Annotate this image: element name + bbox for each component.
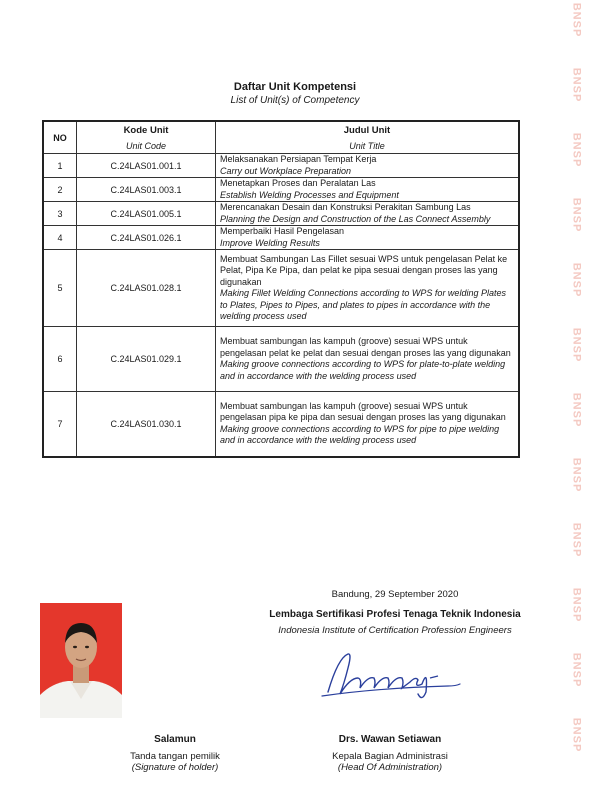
place-date: Bandung, 29 September 2020 bbox=[331, 589, 459, 600]
unit-code: C.24LAS01.030.1 bbox=[77, 392, 216, 457]
unit-title-id: Memperbaiki Hasil Pengelasan bbox=[220, 226, 345, 236]
unit-title bbox=[216, 226, 520, 250]
unit-title-en: Planning the Design and Construction of the Las Connect Assembly bbox=[220, 213, 491, 224]
unit-title bbox=[216, 178, 520, 202]
holder-name: Salamun bbox=[154, 734, 196, 745]
unit-code: C.24LAS01.026.1 bbox=[77, 226, 216, 250]
table-row bbox=[43, 327, 519, 392]
table-header-row-en bbox=[43, 138, 519, 154]
competency-table bbox=[42, 120, 520, 458]
officer-name: Drs. Wawan Setiawan bbox=[338, 734, 442, 745]
officer-title-en: (Head Of Administration) bbox=[337, 762, 443, 773]
holder-photo bbox=[40, 603, 122, 718]
document-header bbox=[0, 81, 590, 106]
watermark-text: BNSP bbox=[570, 457, 583, 493]
unit-code: C.24LAS01.005.1 bbox=[77, 202, 216, 226]
unit-title bbox=[216, 250, 520, 327]
row-number: 5 bbox=[43, 250, 77, 327]
watermark-text: BNSP bbox=[570, 2, 583, 38]
watermark-text: BNSP bbox=[570, 587, 583, 623]
row-number: 6 bbox=[43, 327, 77, 392]
watermark-strip bbox=[564, 0, 604, 792]
unit-title-id: Membuat sambungan las kampuh (groove) sesuai WPS untuk pengelasan pelat ke pelat dan sesuai dengan proses las yang digunakan bbox=[220, 336, 511, 358]
unit-title-en: Making groove connections according to WPS for pipe to pipe welding and in accordance with the welding process used bbox=[220, 423, 500, 446]
unit-title-en: Establish Welding Processes and Equipment bbox=[220, 189, 399, 200]
watermark-text: BNSP bbox=[570, 262, 583, 298]
watermark-text: BNSP bbox=[570, 197, 583, 233]
table-row bbox=[43, 392, 519, 457]
column-header-code: Kode Unit bbox=[77, 121, 216, 138]
row-number: 3 bbox=[43, 202, 77, 226]
document-title: Daftar Unit Kompetensi bbox=[233, 81, 357, 93]
watermark-text: BNSP bbox=[570, 652, 583, 688]
table-row bbox=[43, 178, 519, 202]
organization-name: Lembaga Sertifikasi Profesi Tenaga Teknik Indonesia bbox=[269, 609, 521, 620]
row-number: 2 bbox=[43, 178, 77, 202]
table-body bbox=[43, 154, 519, 457]
column-header-no: NO bbox=[43, 121, 77, 154]
unit-title-id: Merencanakan Desain dan Konstruksi Perakitan Sambung Las bbox=[220, 202, 471, 212]
table-row bbox=[43, 202, 519, 226]
unit-title bbox=[216, 392, 520, 457]
unit-code: C.24LAS01.001.1 bbox=[77, 154, 216, 178]
unit-title-id: Melaksanakan Persiapan Tempat Kerja bbox=[220, 154, 377, 164]
unit-title bbox=[216, 202, 520, 226]
table-header-row bbox=[43, 121, 519, 138]
holder-block bbox=[100, 734, 250, 773]
document-subtitle: List of Unit(s) of Competency bbox=[230, 95, 360, 106]
watermark-text: BNSP bbox=[570, 327, 583, 363]
table-row bbox=[43, 250, 519, 327]
row-number: 7 bbox=[43, 392, 77, 457]
column-header-title: Judul Unit bbox=[216, 121, 520, 138]
unit-title bbox=[216, 327, 520, 392]
row-number: 1 bbox=[43, 154, 77, 178]
column-header-code-en: Unit Code bbox=[77, 138, 216, 154]
holder-label-en: (Signature of holder) bbox=[131, 762, 219, 773]
watermark-text: BNSP bbox=[570, 392, 583, 428]
row-number: 4 bbox=[43, 226, 77, 250]
table-row bbox=[43, 154, 519, 178]
unit-title-en: Carry out Workplace Preparation bbox=[220, 165, 352, 176]
watermark-text: BNSP bbox=[570, 522, 583, 558]
watermark-text: BNSP bbox=[570, 717, 583, 753]
column-header-title-en: Unit Title bbox=[216, 138, 520, 154]
officer-title: Kepala Bagian Administrasi bbox=[332, 751, 448, 762]
unit-code: C.24LAS01.003.1 bbox=[77, 178, 216, 202]
unit-title-id: Membuat Sambungan Las Fillet sesuai WPS untuk pengelasan Pelat ke Pelat, Pipa Ke Pipa, dan pelat ke pipa sesuai dengan proses las yang digunakan bbox=[220, 253, 508, 287]
officer-signature bbox=[318, 648, 468, 704]
unit-code: C.24LAS01.029.1 bbox=[77, 327, 216, 392]
holder-label: Tanda tangan pemilik bbox=[130, 751, 220, 762]
organization-name-en: Indonesia Institute of Certification Profession Engineers bbox=[278, 625, 512, 636]
unit-title-en: Making groove connections according to WPS for plate-to-plate welding and in accordance with the welding process used bbox=[220, 359, 506, 381]
watermark-text: BNSP bbox=[570, 132, 583, 168]
table-row bbox=[43, 226, 519, 250]
unit-title-en: Improve Welding Results bbox=[220, 237, 320, 248]
watermark-text: BNSP bbox=[570, 67, 583, 103]
unit-title-id: Membuat sambungan las kampuh (groove) sesuai WPS untuk pengelasan pipa ke pipa dan sesuai dengan proses las yang digunakan bbox=[220, 400, 506, 423]
unit-title-id: Menetapkan Proses dan Peralatan Las bbox=[220, 178, 376, 188]
officer-block bbox=[300, 734, 480, 773]
unit-code: C.24LAS01.028.1 bbox=[77, 250, 216, 327]
unit-title bbox=[216, 154, 520, 178]
unit-title-en: Making Fillet Welding Connections according to WPS for welding Plates to Plates, Pipes to Pipes, and plates to pipes in accordance with the welding process used bbox=[220, 288, 506, 321]
